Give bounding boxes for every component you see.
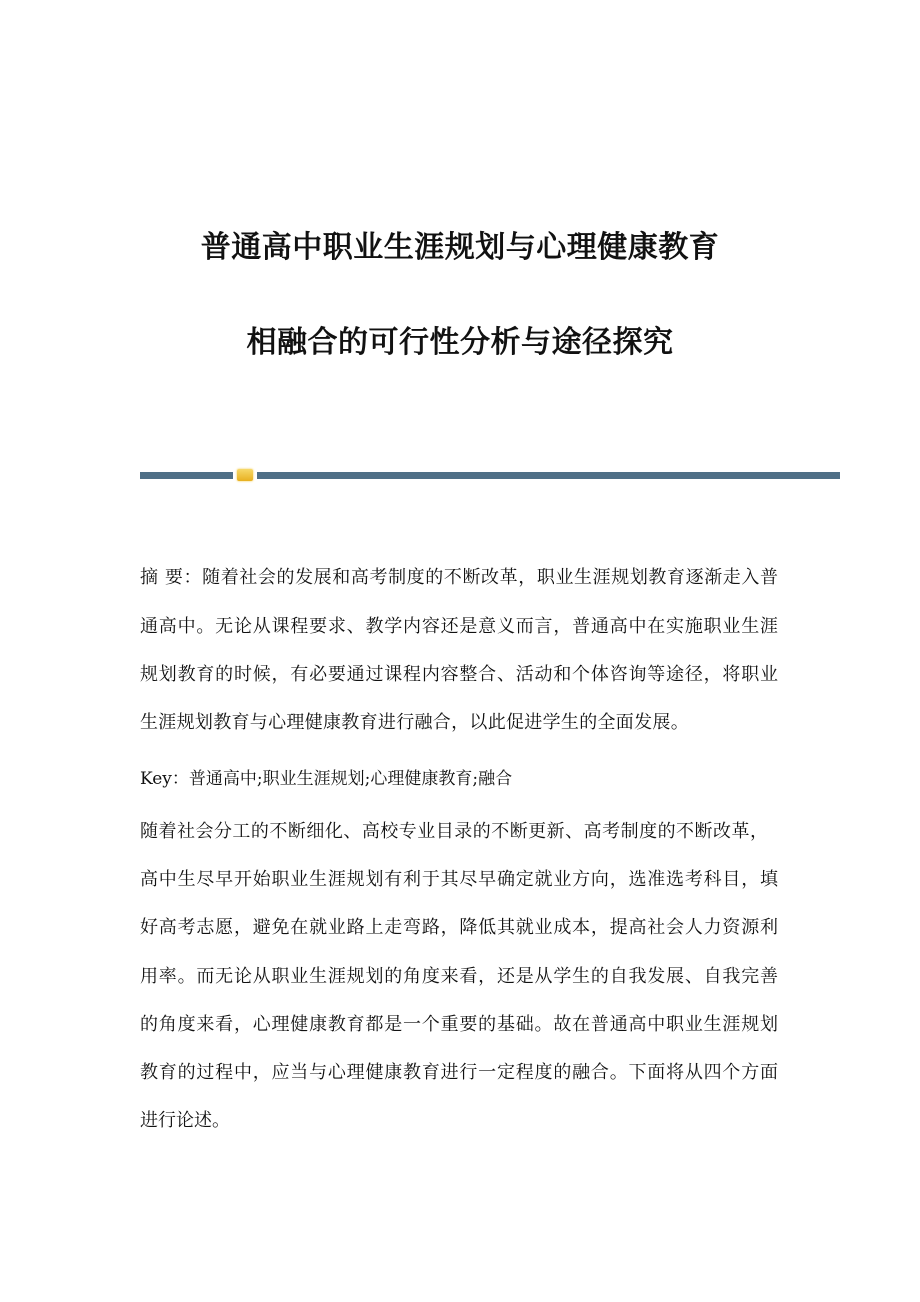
body-line: 进行论述。: [140, 1110, 230, 1131]
title-divider-left: [140, 472, 233, 479]
keywords: Key：普通高中;职业生涯规划;心理健康教育;融合: [140, 769, 513, 789]
document-title-line-2: 相融合的可行性分析与途径探究: [246, 325, 674, 360]
body-line: 随着社会分工的不断细化、高校专业目录的不断更新、高考制度的不断改革，: [140, 821, 768, 842]
abstract-line: 生涯规划教育与心理健康教育进行融合，以此促进学生的全面发展。: [140, 712, 689, 733]
document-title-line-1: 普通高中职业生涯规划与心理健康教育: [200, 230, 720, 265]
body-line: 教育的过程中，应当与心理健康教育进行一定程度的融合。下面将从四个方面: [140, 1062, 778, 1083]
abstract-line: 摘 要：随着社会的发展和高考制度的不断改革，职业生涯规划教育逐渐走入普: [140, 567, 778, 588]
body-line: 用率。而无论从职业生涯规划的角度来看，还是从学生的自我发展、自我完善: [140, 966, 778, 987]
divider-ornament-icon: [237, 469, 253, 481]
abstract-line: 规划教育的时候，有必要通过课程内容整合、活动和个体咨询等途径，将职业: [140, 664, 778, 685]
title-divider-right: [257, 472, 840, 479]
body-line: 的角度来看，心理健康教育都是一个重要的基础。故在普通高中职业生涯规划: [140, 1014, 778, 1035]
body-line: 好高考志愿，避免在就业路上走弯路，降低其就业成本，提高社会人力资源利: [140, 917, 778, 938]
body-line: 高中生尽早开始职业生涯规划有利于其尽早确定就业方向，选准选考科目，填: [140, 869, 778, 890]
abstract-line: 通高中。无论从课程要求、教学内容还是意义而言，普通高中在实施职业生涯: [140, 616, 778, 637]
